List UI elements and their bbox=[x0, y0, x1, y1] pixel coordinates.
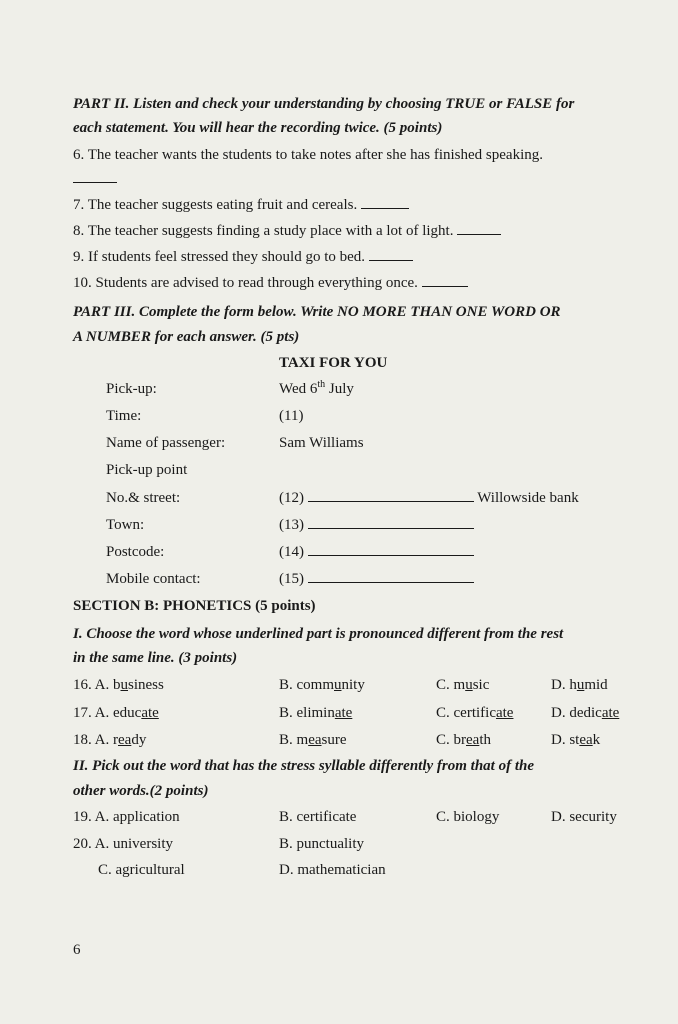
form-value-postcode bbox=[279, 543, 474, 561]
q17-option-b[interactable]: B. eliminate bbox=[279, 705, 353, 721]
street-blank[interactable] bbox=[308, 489, 474, 502]
postcode-number: (14) bbox=[279, 544, 304, 560]
answer-blank[interactable] bbox=[457, 222, 501, 235]
form-label-town: Town: bbox=[106, 517, 145, 533]
form-label-pickup: Pick-up: bbox=[106, 381, 157, 397]
form-label-street: No.& street: bbox=[106, 490, 181, 506]
q18-option-d[interactable]: D. steak bbox=[551, 732, 601, 748]
mobile-blank[interactable] bbox=[308, 570, 474, 583]
q16-option-d[interactable]: D. humid bbox=[551, 677, 608, 693]
q18-option-c[interactable]: C. breath bbox=[436, 732, 491, 748]
town-number: (13) bbox=[279, 517, 304, 533]
postcode-blank[interactable] bbox=[308, 543, 474, 556]
form-label-time: Time: bbox=[106, 408, 142, 424]
form-value-street bbox=[279, 489, 579, 507]
form-value-pickup bbox=[279, 380, 354, 398]
stress-heading-line1: II. Pick out the word that has the stress syllable differently from that of the bbox=[73, 758, 535, 774]
phonetics-heading-line2: in the same line. (3 points) bbox=[73, 650, 238, 666]
q17-option-c[interactable]: C. certificate bbox=[436, 705, 514, 721]
street-number: (12) bbox=[279, 490, 304, 506]
part3-heading-line1: PART III. Complete the form below. Write NO MORE THAN ONE WORD OR bbox=[73, 304, 561, 320]
item-10 bbox=[73, 274, 468, 292]
q17-option-a[interactable]: 17. A. educate bbox=[73, 705, 159, 721]
form-label-passenger: Name of passenger: bbox=[106, 435, 226, 451]
form-value-mobile bbox=[279, 570, 474, 588]
answer-blank[interactable] bbox=[369, 248, 413, 261]
q19-option-b[interactable]: B. certificate bbox=[279, 809, 357, 825]
q20-option-c[interactable]: C. agricultural bbox=[98, 862, 185, 878]
q20-option-b[interactable]: B. punctuality bbox=[279, 836, 364, 852]
town-blank[interactable] bbox=[308, 516, 474, 529]
q16-option-b[interactable]: B. community bbox=[279, 677, 365, 693]
answer-blank[interactable] bbox=[361, 196, 409, 209]
item-6: 6. The teacher wants the students to take notes after she has finished speaking. bbox=[73, 147, 544, 163]
pickup-month: July bbox=[325, 381, 354, 397]
part2-heading-line1: PART II. Listen and check your understanding by choosing TRUE or FALSE for bbox=[73, 96, 575, 112]
q20-option-a[interactable]: 20. A. university bbox=[73, 836, 173, 852]
q16-option-c[interactable]: C. music bbox=[436, 677, 490, 693]
answer-blank[interactable] bbox=[422, 274, 468, 287]
item-9 bbox=[73, 248, 413, 266]
item-10-text: 10. Students are advised to read through everything once. bbox=[73, 275, 418, 291]
item-8-text: 8. The teacher suggests finding a study place with a lot of light. bbox=[73, 223, 454, 239]
item-9-text: 9. If students feel stressed they should go to bed. bbox=[73, 249, 366, 265]
form-label-mobile: Mobile contact: bbox=[106, 571, 201, 587]
page-number: 6 bbox=[73, 942, 81, 958]
stress-heading-line2: other words.(2 points) bbox=[73, 783, 209, 799]
form-value-town bbox=[279, 516, 474, 534]
form-title: TAXI FOR YOU bbox=[279, 355, 388, 371]
section-b-title: SECTION B: PHONETICS (5 points) bbox=[73, 598, 316, 614]
q19-option-c[interactable]: C. biology bbox=[436, 809, 500, 825]
phonetics-heading-line1: I. Choose the word whose underlined part is pronounced different from the rest bbox=[73, 626, 564, 642]
part3-heading-line2: A NUMBER for each answer. (5 pts) bbox=[73, 329, 300, 345]
street-suffix: Willowside bank bbox=[477, 490, 579, 506]
item-7-text: 7. The teacher suggests eating fruit and cereals. bbox=[73, 197, 358, 213]
form-label-postcode: Postcode: bbox=[106, 544, 165, 560]
q19-option-a[interactable]: 19. A. application bbox=[73, 809, 180, 825]
form-label-pickup-point: Pick-up point bbox=[106, 462, 188, 478]
item-7 bbox=[73, 196, 409, 214]
part2-heading-line2: each statement. You will hear the recording twice. (5 points) bbox=[73, 120, 443, 136]
item-6-blank bbox=[73, 170, 117, 188]
q18-option-a[interactable]: 18. A. ready bbox=[73, 732, 147, 748]
q20-option-d[interactable]: D. mathematician bbox=[279, 862, 386, 878]
q16-option-a[interactable]: 16. A. business bbox=[73, 677, 164, 693]
q17-option-d[interactable]: D. dedicate bbox=[551, 705, 620, 721]
item-8 bbox=[73, 222, 501, 240]
q19-option-d[interactable]: D. security bbox=[551, 809, 617, 825]
pickup-ordinal: th bbox=[317, 379, 326, 390]
q18-option-b[interactable]: B. measure bbox=[279, 732, 347, 748]
form-value-time: (11) bbox=[279, 408, 304, 424]
pickup-day: Wed 6 bbox=[279, 381, 318, 397]
form-value-passenger: Sam Williams bbox=[279, 435, 364, 451]
mobile-number: (15) bbox=[279, 571, 304, 587]
